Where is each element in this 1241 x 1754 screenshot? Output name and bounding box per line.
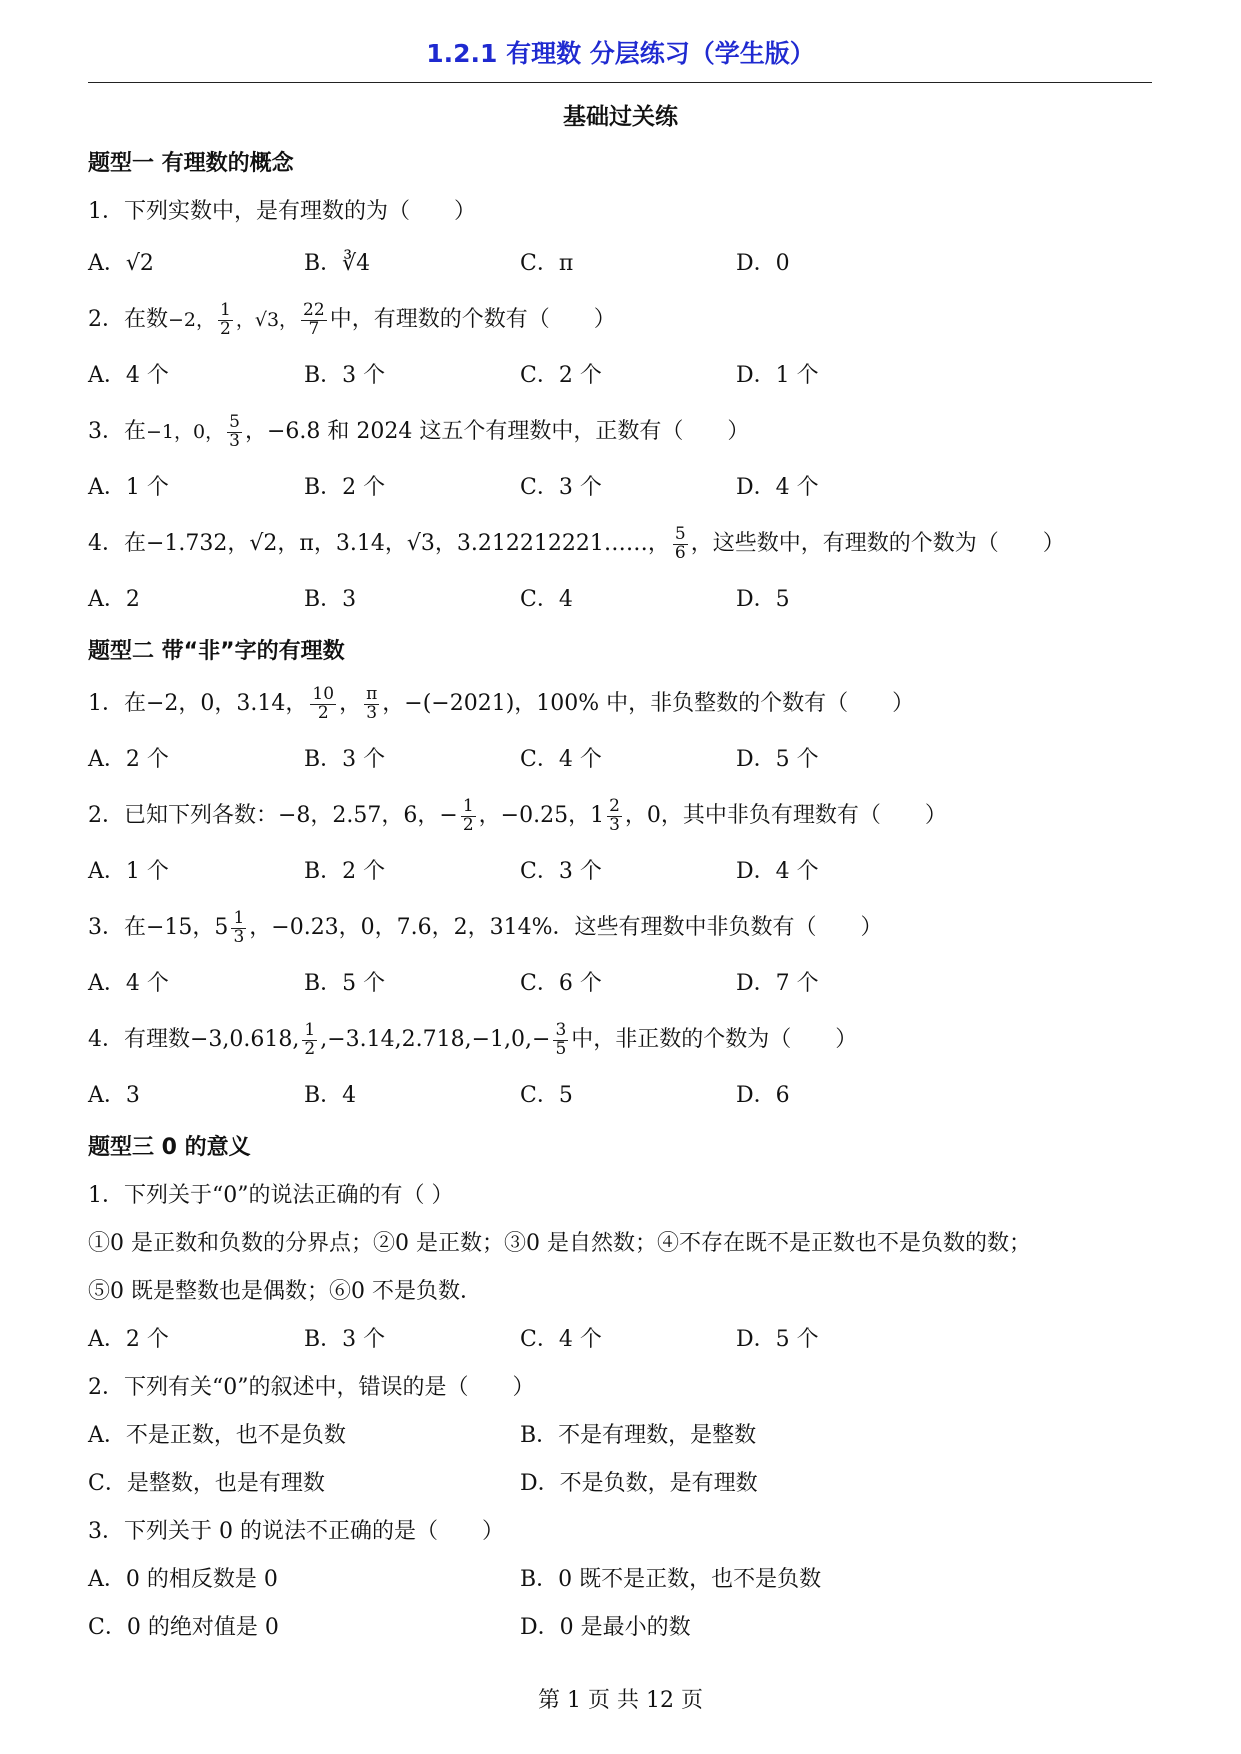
question-3-2: 2．下列有关“0”的叙述中，错误的是（ ）: [88, 1375, 535, 1400]
numerator: π: [366, 683, 378, 704]
header-divider: [88, 82, 1152, 83]
options-2-2: [88, 844, 1152, 900]
option-a: A．4 个: [88, 363, 169, 388]
question-3-1-statements-2: ⑤0 既是整数也是偶数；⑥0 不是负数．: [88, 1279, 482, 1304]
numerator: 3: [555, 1019, 567, 1040]
option-d: D．不是负数，是有理数: [520, 1471, 758, 1496]
option-b: B．2 个: [304, 859, 386, 884]
numerator: 1: [220, 299, 231, 320]
options-1-3: [88, 460, 1152, 516]
options-2-3: [88, 956, 1152, 1012]
option-a: A．2: [88, 587, 140, 612]
fraction: [553, 1019, 568, 1059]
option-c: C．π: [520, 251, 574, 276]
options-2-1: [88, 732, 1152, 788]
option-b: B．3 个: [304, 747, 386, 772]
page-footer: 第 1 页 共 12 页: [538, 1688, 703, 1713]
question-3-1-statements-1: ①0 是正数和负数的分界点；②0 是正数；③0 是自然数；④不存在既不是正数也不是负数的数；: [88, 1231, 1031, 1256]
numerator: 1: [462, 795, 474, 816]
stem-pre: 2．已知下列各数：−8，2.57，6，−: [88, 803, 458, 828]
question-2-4: [88, 1012, 1152, 1068]
fraction: [231, 907, 246, 947]
fraction: [301, 299, 327, 339]
question-1-2: [88, 292, 1152, 348]
stem-post: 中，非正数的个数为（ ）: [571, 1027, 858, 1052]
fraction: [364, 683, 379, 723]
option-b: B．∛4: [304, 251, 371, 276]
option-a: A．0 的相反数是 0: [88, 1567, 278, 1592]
denominator: 3: [366, 702, 378, 723]
option-a: A．不是正数，也不是负数: [88, 1423, 346, 1448]
option-d: D．4 个: [736, 859, 819, 884]
options-2-4: [88, 1068, 1152, 1124]
stem-mid: ，−6.8 和 2024 这五个有理数中，正数有（ ）: [244, 419, 750, 444]
stem-pre: 3．在: [88, 419, 146, 444]
denominator: 7: [308, 318, 320, 339]
option-d: D．5 个: [736, 1327, 819, 1352]
fraction: [227, 411, 242, 451]
numerator: 1: [233, 907, 245, 928]
denominator: 2: [220, 318, 231, 339]
fraction: [302, 1019, 317, 1059]
option-c: C．2 个: [520, 363, 602, 388]
stem-pre: 2．在数: [88, 307, 168, 332]
numerator: 5: [674, 523, 686, 544]
option-c: C．5: [520, 1083, 573, 1108]
option-d: D．5 个: [736, 747, 819, 772]
option-c: C．是整数，也是有理数: [88, 1471, 325, 1496]
options-3-3-row-2: [88, 1604, 1152, 1652]
options-3-2-row-1: [88, 1412, 1152, 1460]
option-b: B．5 个: [304, 971, 386, 996]
option-a: A．4 个: [88, 971, 169, 996]
stem-nums: −2，: [168, 309, 216, 331]
options-1-1: [88, 236, 1152, 292]
option-b: B．不是有理数，是整数: [520, 1423, 757, 1448]
option-b: B．0 既不是正数，也不是负数: [520, 1567, 822, 1592]
content: [88, 140, 1152, 1652]
option-d: D．0: [736, 251, 790, 276]
denominator: 2: [462, 814, 474, 835]
option-c: C．4: [520, 587, 573, 612]
option-c: C．4 个: [520, 747, 602, 772]
stem-mid: ,−3.14,2.718,−1,0,−: [320, 1027, 551, 1052]
denominator: 3: [609, 814, 620, 835]
option-b: B．3 个: [304, 363, 386, 388]
option-b: B．3 个: [304, 1327, 386, 1352]
fraction: [218, 299, 233, 339]
stem-pre: 4．在−1.732，√2，π，3.14̇，√3，3.212212221……，: [88, 531, 670, 556]
question-2-1: [88, 676, 1152, 732]
option-d: D．7 个: [736, 971, 819, 996]
denominator: 2: [317, 702, 329, 723]
denominator: 2: [304, 1038, 316, 1059]
fraction: [461, 795, 476, 835]
denominator: 6: [674, 542, 686, 563]
option-d: D．0 是最小的数: [520, 1615, 691, 1640]
fraction: [607, 795, 622, 835]
question-1-4: [88, 516, 1152, 572]
stem-post: 中，有理数的个数有（ ）: [329, 307, 616, 332]
stem-post: ，这些数中，有理数的个数为（ ）: [690, 531, 1065, 556]
stem-pre: 4．有理数−3,0.618,: [88, 1027, 300, 1052]
type-1-title: 题型一 有理数的概念: [88, 151, 294, 176]
numerator: 2: [609, 795, 620, 816]
option-b: B．3: [304, 587, 357, 612]
question-2-3: [88, 900, 1152, 956]
stem-nums: −1，0，: [146, 421, 225, 443]
stem-post: ，−(−2021)，100% 中，非负整数的个数有（ ）: [382, 691, 915, 716]
option-a: A．3: [88, 1083, 140, 1108]
options-3-1: [88, 1316, 1152, 1364]
numerator: 1: [304, 1019, 316, 1040]
numerator: 5: [229, 411, 240, 432]
options-1-4: [88, 572, 1152, 628]
denominator: 3: [233, 926, 245, 947]
question-1-1: 1．下列实数中，是有理数的为（ ）: [88, 199, 476, 224]
question-3-3: 3．下列关于 0 的说法不正确的是（ ）: [88, 1519, 504, 1544]
option-a: A．1 个: [88, 859, 169, 884]
option-a: A．2 个: [88, 747, 169, 772]
options-1-2: [88, 348, 1152, 404]
question-2-2: [88, 788, 1152, 844]
option-a: A．1 个: [88, 475, 169, 500]
option-a: A．√2: [88, 251, 154, 276]
option-b: B．4: [304, 1083, 357, 1108]
document-title: 1.2.1 有理数 分层练习（学生版）: [426, 39, 815, 68]
section-title: 基础过关练: [563, 104, 678, 130]
fraction: [310, 683, 336, 723]
question-1-3: [88, 404, 1152, 460]
stem-mid: ，√3，: [235, 309, 299, 331]
option-a: A．2 个: [88, 1327, 169, 1352]
option-d: D．6: [736, 1083, 790, 1108]
stem-mid: ，: [339, 691, 362, 716]
question-3-1: 1．下列关于“0”的说法正确的有（ ）: [88, 1183, 454, 1208]
denominator: 3: [229, 430, 240, 451]
option-b: B．2 个: [304, 475, 386, 500]
options-3-2-row-2: [88, 1460, 1152, 1508]
type-3-title: 题型三 0 的意义: [88, 1135, 251, 1160]
numerator: 22: [303, 299, 325, 320]
stem-pre: 3．在−15，5: [88, 915, 229, 940]
option-c: C．3 个: [520, 475, 602, 500]
fraction: [673, 523, 688, 563]
options-3-3-row-1: [88, 1556, 1152, 1604]
option-d: D．4 个: [736, 475, 819, 500]
option-c: C．3 个: [520, 859, 602, 884]
numerator: 10: [312, 683, 335, 704]
option-d: D．1 个: [736, 363, 819, 388]
stem-pre: 1．在−2，0，3.14，: [88, 691, 308, 716]
option-c: C．4 个: [520, 1327, 602, 1352]
stem-post: ，0，其中非负有理数有（ ）: [624, 803, 947, 828]
option-d: D．5: [736, 587, 790, 612]
type-2-title: 题型二 带“非”字的有理数: [88, 639, 345, 664]
stem-post: ，−0.23，0，7.6，2，314%．这些有理数中非负数有（ ）: [249, 915, 883, 940]
denominator: 5: [555, 1038, 567, 1059]
stem-mid: ，−0.25，1: [478, 803, 605, 828]
option-c: C．6 个: [520, 971, 602, 996]
option-c: C．0 的绝对值是 0: [88, 1615, 279, 1640]
